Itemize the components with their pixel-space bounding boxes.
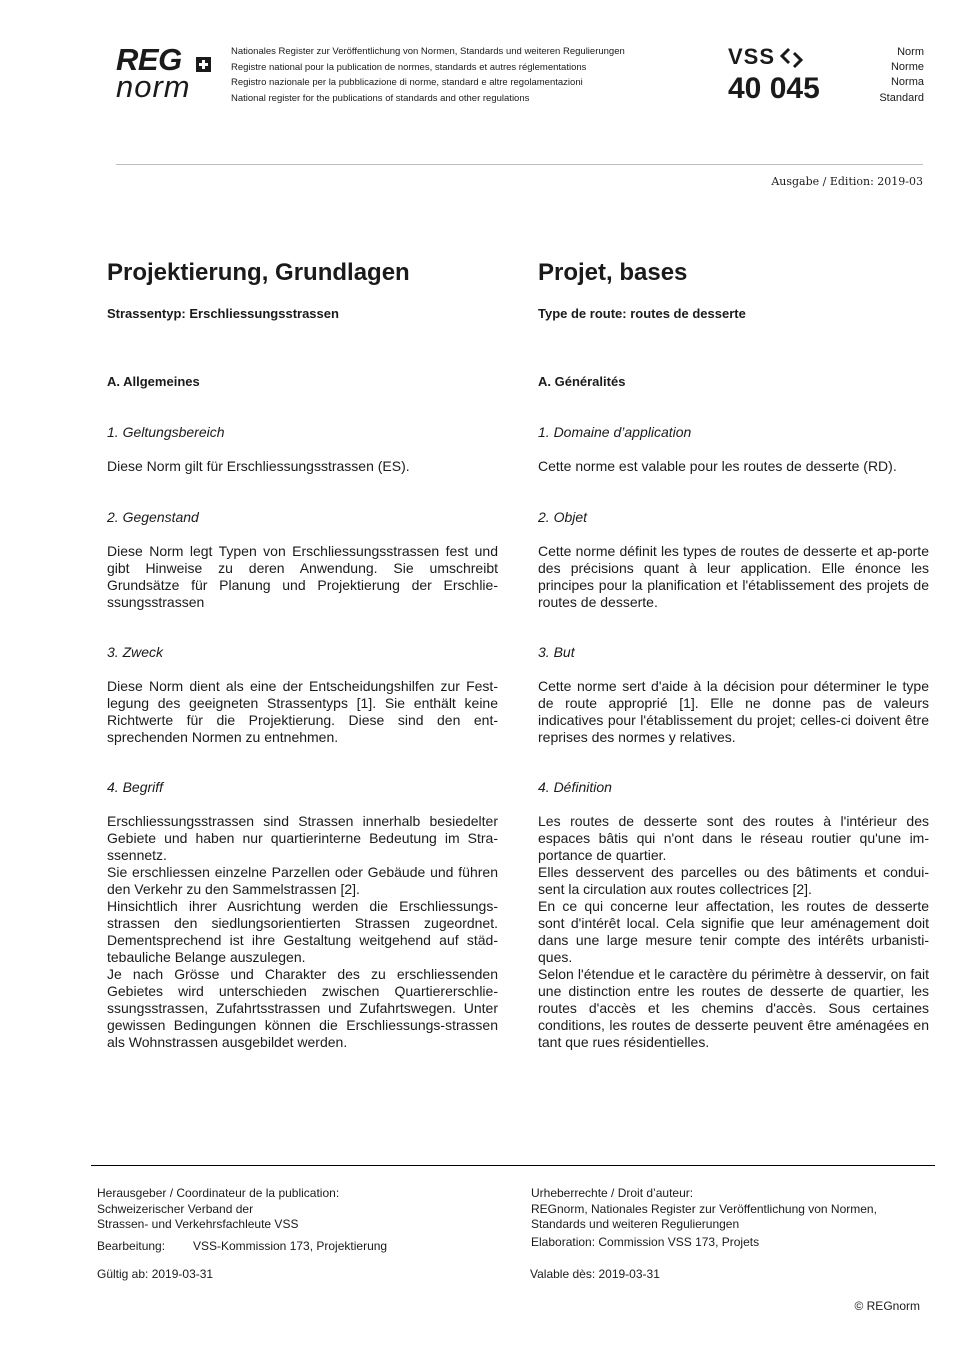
copyright-line-3: Standards und weiteren Regulierungen [531, 1217, 740, 1231]
regnorm-logo [116, 44, 216, 104]
norm-label-en: Standard [879, 91, 924, 104]
definition-line-4-de: Je nach Grösse und Charakter des zu erschliessenden Gebietes wird unterschieden zwischen Quartiererschlie-ssungsstrassen, Zufahrtsstrassen und Zufahrtswegen. Unter gewissen Bedingungen können die Erschliessungs-strassen als Wohnstrassen ausgebildet werden. [107, 966, 498, 1050]
paragraph-definition-de [107, 813, 498, 1051]
norm-labels [860, 45, 924, 106]
footer-divider [91, 1165, 935, 1166]
register-line-en: National register for the publications of standards and other regulations [231, 93, 530, 105]
norm-label-fr: Norme [890, 61, 924, 74]
vss-arrows-icon [780, 47, 804, 69]
publisher-info [97, 1186, 339, 1233]
heading-scope-de: 1. Geltungsbereich [107, 424, 225, 440]
vss-logo [728, 45, 838, 105]
copyright-line-2: REGnorm, Nationales Register zur Veröffentlichung von Normen, [531, 1201, 877, 1216]
section-a-de: A. Allgemeines [107, 374, 200, 389]
logo-norm-text: norm [116, 69, 191, 104]
definition-line-1-fr: Les routes de desserte sont des routes à l'intérieur des espaces bâtis qui n'ont dans le réseau routier qu'une im-portance de quartier. [538, 813, 929, 863]
register-line-fr: Registre national pour la publication de normes, standards et autres réglementations [231, 61, 587, 73]
paragraph-purpose-fr: Cette norme sert d'aide à la décision pour déterminer le type de route approprié [1]. Elle ne donne pas de valeurs indicatives pour l'établissement du projet; celles-ci doivent être reprises des normes y relatives. [538, 678, 929, 745]
definition-line-2-de: Sie erschliessen einzelne Parzellen oder Gebäude und führen den Verkehr zu den Sammelstrassen [2]. [107, 864, 498, 897]
section-a-fr: A. Généralités [538, 374, 626, 389]
valid-from-fr: Valable dès: 2019-03-31 [530, 1267, 660, 1281]
logo-reg-text: REG [116, 42, 182, 77]
standard-number: 40 045 [728, 72, 820, 105]
subtitle-fr: Type de route: routes de desserte [538, 306, 746, 321]
register-line-de: Nationales Register zur Veröffentlichung von Normen, Standards und weiteren Regulierungen [231, 46, 625, 57]
register-description [231, 44, 671, 107]
copyright-notice: © REGnorm [854, 1299, 920, 1313]
paragraph-subject-fr: Cette norme définit les types de routes de desserte et ap-porte des précisions quant à leur application. Elle énonce les principes pour la planification et l'établissement des projets de routes de desserte. [538, 543, 929, 610]
elaboration: Elaboration: Commission VSS 173, Projets [531, 1235, 760, 1249]
definition-line-1-de: Erschliessungsstrassen sind Strassen innerhalb besiedelter Gebiete und haben nur quartierinterne Bedeutung im Stra-ssennetz. [107, 813, 498, 863]
paragraph-definition-fr [538, 813, 929, 1051]
definition-line-3-fr: En ce qui concerne leur affectation, les routes de desserte sont d'intérêt local. Cela signifie que leur aménagement doit dans une large mesure tenir compte des intérêts urbanisti-ques. [538, 898, 929, 965]
heading-definition-fr: 4. Définition [538, 779, 612, 795]
paragraph-purpose-de: Diese Norm dient als eine der Entscheidungshilfen zur Fest-legung des geeigneten Strassentyps [1]. Sie enthält keine Richtwerte für die Projektierung. Diese sind den ent-sprechenden Normen zu entnehmen. [107, 678, 498, 745]
page-title-de: Projektierung, Grundlagen [107, 259, 410, 286]
norm-label-it: Norma [890, 76, 924, 89]
paragraph-subject-de: Diese Norm legt Typen von Erschliessungsstrassen fest und gibt Hinweise zu deren Anwendung. Sie umschreibt Grundsätze für Planung und Projektierung der Erschlie-ssungsstrassen [107, 543, 498, 610]
publisher-line-2: Schweizerischer Verband der [97, 1201, 254, 1216]
subtitle-de: Strassentyp: Erschliessungsstrassen [107, 306, 339, 321]
copyright-line-1: Urheberrechte / Droit d’auteur: [531, 1186, 694, 1200]
definition-line-3-de: Hinsichtlich ihrer Ausrichtung werden die Erschliessungs-strassen den siedlungsorientierten Strassen zugeordnet. Dementsprechend ist ihre Gestaltung weitgehend auf städ-tebauliche Belange auszulegen. [107, 898, 498, 965]
heading-purpose-fr: 3. But [538, 644, 575, 660]
paragraph-scope-de: Diese Norm gilt für Erschliessungsstrassen (ES). [107, 458, 410, 474]
definition-line-2-fr: Elles desservent des parcelles ou des bâtiments et condui-sent la circulation aux routes collectrices [2]. [538, 864, 929, 897]
publisher-line-1: Herausgeber / Coordinateur de la publication: [97, 1186, 340, 1200]
bearbeitung-label: Bearbeitung: [97, 1239, 166, 1253]
register-line-it: Registro nazionale per la pubblicazione di norme, standard e altre regolamentazioni [231, 77, 583, 89]
edition-date: Ausgabe / Edition: 2019-03 [771, 175, 923, 188]
paragraph-scope-fr: Cette norme est valable pour les routes de desserte (RD). [538, 458, 897, 474]
vss-brand: VSS [728, 44, 776, 69]
bearbeitung-value: VSS-Kommission 173, Projektierung [193, 1239, 388, 1253]
header-divider [116, 164, 923, 165]
swiss-cross-icon [196, 57, 211, 72]
heading-scope-fr: 1. Domaine d’application [538, 424, 692, 440]
norm-label-de: Norm [897, 46, 924, 58]
definition-line-4-fr: Selon l'étendue et le caractère du périmètre à desservir, on fait une distinction entre les routes de desserte de quartier, les routes d'accès et les chemins d'accès. Sous certaines conditions, les routes de desserte peuvent être aménagées en tant que rues résidentielles. [538, 966, 929, 1050]
heading-subject-de: 2. Gegenstand [107, 509, 199, 525]
heading-purpose-de: 3. Zweck [107, 644, 164, 660]
page-title-fr: Projet, bases [538, 259, 688, 286]
heading-subject-fr: 2. Objet [538, 509, 588, 525]
copyright-info [531, 1186, 877, 1233]
heading-definition-de: 4. Begriff [107, 779, 164, 795]
valid-from-de: Gültig ab: 2019-03-31 [97, 1267, 214, 1281]
publisher-line-3: Strassen- und Verkehrsfachleute VSS [97, 1217, 299, 1231]
